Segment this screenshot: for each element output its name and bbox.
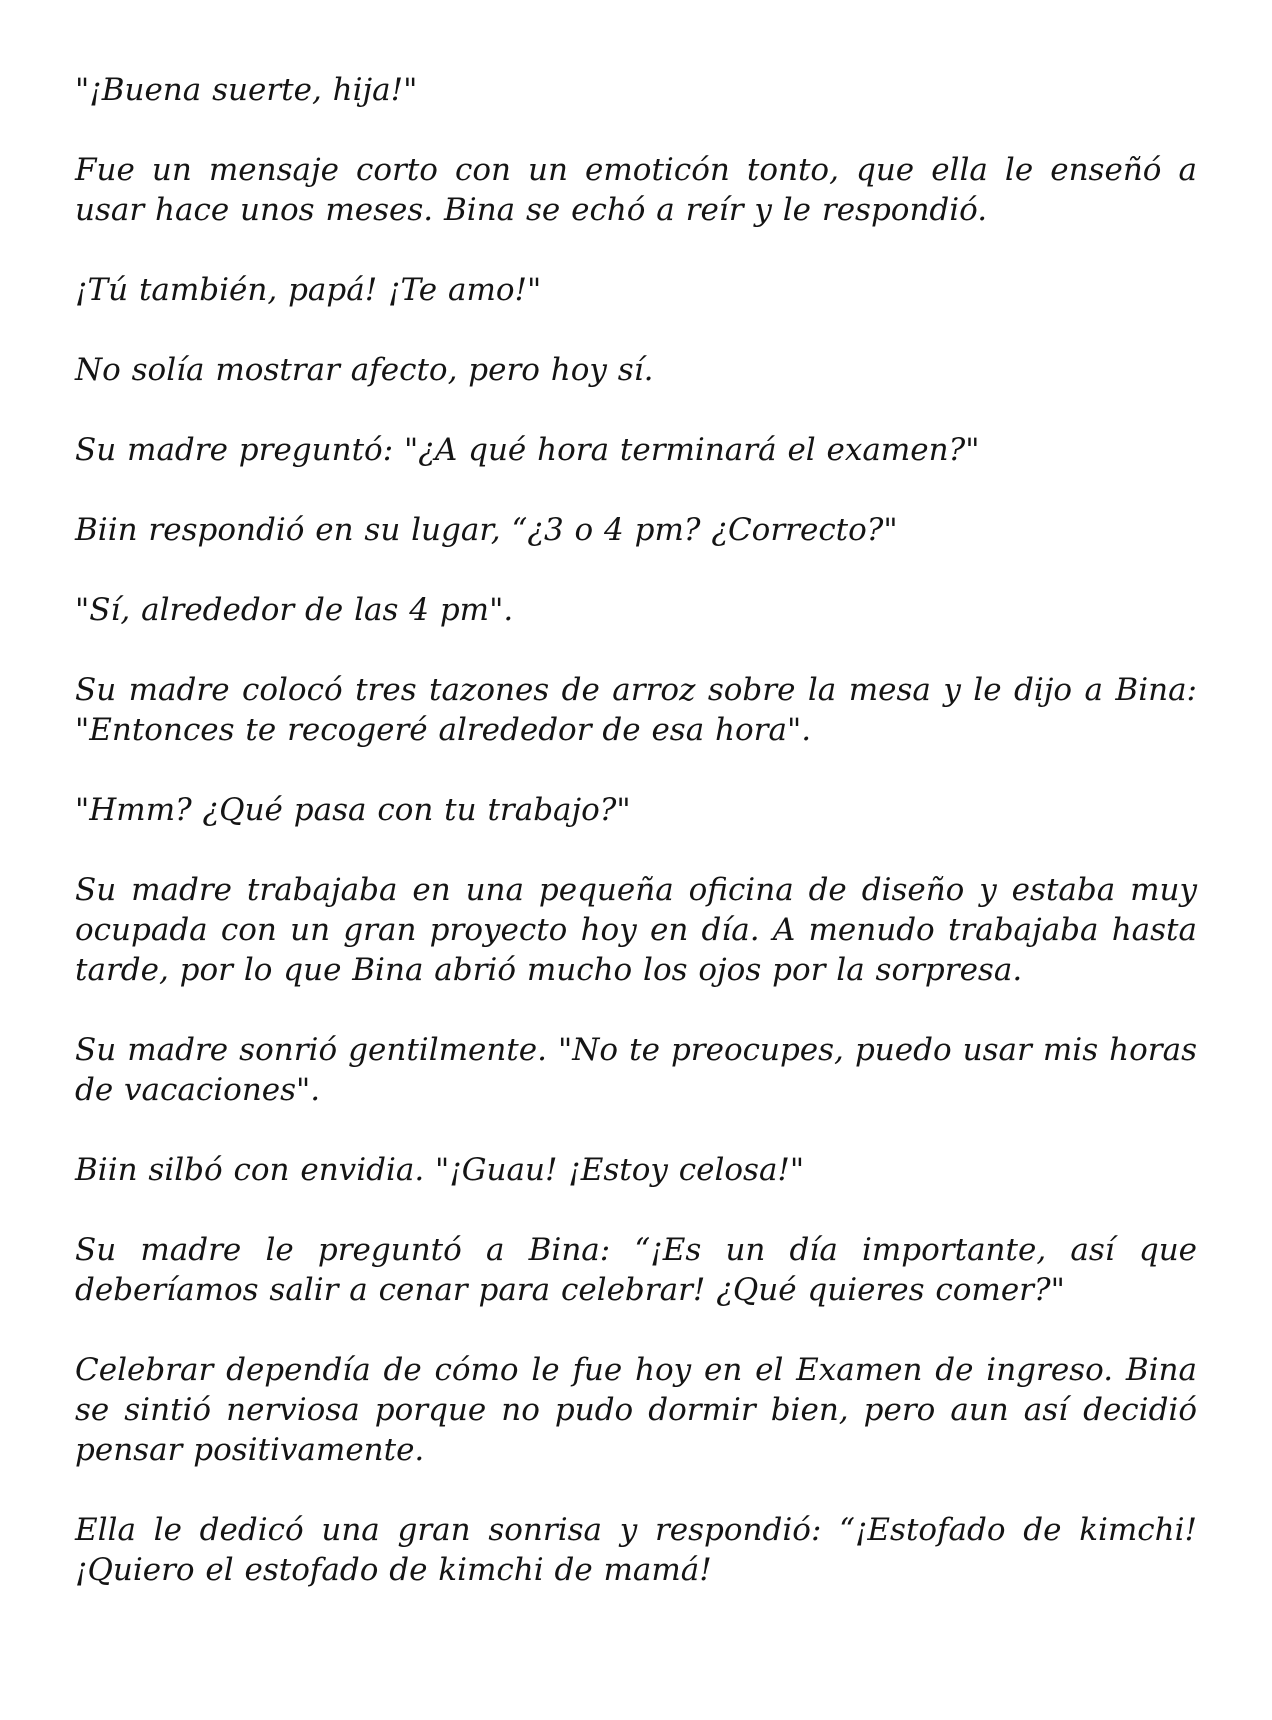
paragraph: Fue un mensaje corto con un emoticón tonto, que ella le enseñó a usar hace unos meses. Bina se echó a reír y le respondió. [75, 152, 1197, 228]
document-page [75, 70, 1197, 1590]
paragraph: Biin silbó con envidia. "¡Guau! ¡Estoy celosa!" [75, 1152, 805, 1188]
paragraph: Su madre colocó tres tazones de arroz sobre la mesa y le dijo a Bina: "Entonces te recogeré alrededor de esa hora". [75, 672, 1197, 748]
paragraph: "Sí, alrededor de las 4 pm". [75, 592, 514, 628]
paragraph: Celebrar dependía de cómo le fue hoy en el Examen de ingreso. Bina se sintió nerviosa porque no pudo dormir bien, pero aun así decidió pensar positivamente. [75, 1352, 1197, 1468]
paragraph: Ella le dedicó una gran sonrisa y respondió: “¡Estofado de kimchi! ¡Quiero el estofado de kimchi de mamá! [75, 1512, 1197, 1588]
paragraph: Su madre sonrió gentilmente. "No te preocupes, puedo usar mis horas de vacaciones". [75, 1032, 1197, 1108]
paragraph: "¡Buena suerte, hija!" [75, 72, 418, 108]
paragraph: Su madre trabajaba en una pequeña oficina de diseño y estaba muy ocupada con un gran proyecto hoy en día. A menudo trabajaba hasta tarde, por lo que Bina abrió mucho los ojos por la sorpresa. [75, 872, 1197, 988]
paragraph: No solía mostrar afecto, pero hoy sí. [75, 352, 654, 388]
paragraph: "Hmm? ¿Qué pasa con tu trabajo?" [75, 792, 631, 828]
paragraph: Su madre preguntó: "¿A qué hora terminará el examen?" [75, 432, 980, 468]
paragraph: Su madre le preguntó a Bina: “¡Es un día importante, así que deberíamos salir a cenar para celebrar! ¿Qué quieres comer?" [75, 1232, 1197, 1308]
paragraph: Biin respondió en su lugar, “¿3 o 4 pm? ¿Correcto?" [75, 512, 898, 548]
paragraph: ¡Tú también, papá! ¡Te amo!" [75, 272, 542, 308]
